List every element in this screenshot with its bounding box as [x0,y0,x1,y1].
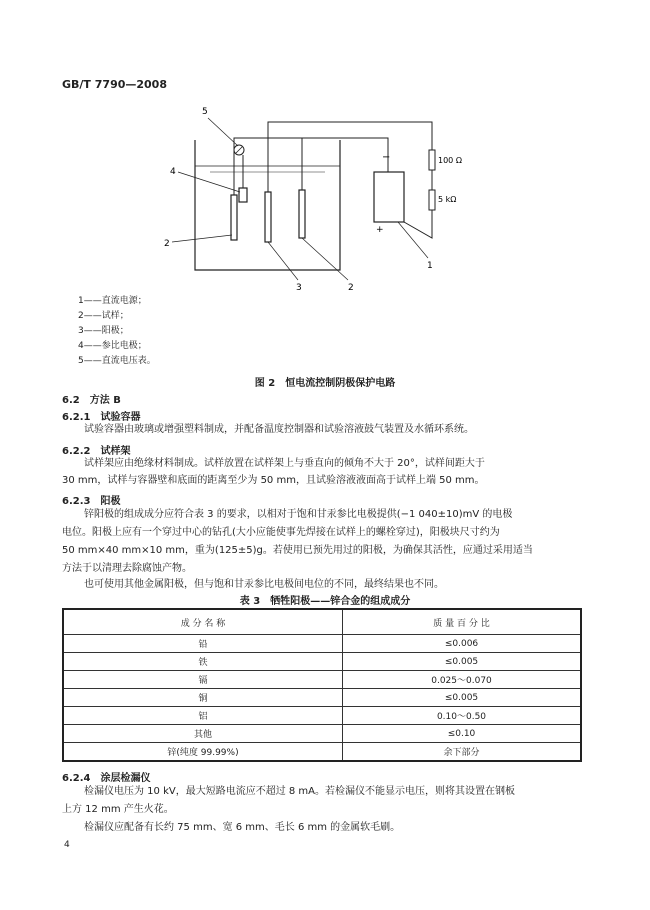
cell: 镉 [63,671,343,689]
legend-item: 1——直流电源； [78,296,147,306]
wire-anode [268,122,432,192]
label-1: 1 [427,261,433,271]
dc-power-source [374,172,404,222]
page-number: 4 [64,840,70,850]
section-6-2-3-line1: 锌阳极的组成成分应符合表 3 的要求，以相对于饱和甘汞参比电极提供(−1 040±10)mV 的电极 [84,509,513,520]
table-row [63,725,581,743]
section-6-2-3-line4: 方法于以清理去除腐蚀产物。 [62,563,192,574]
resistor-5k-label: 5 kΩ [438,195,457,204]
cell: 铝 [63,707,343,725]
section-6-2-2-line1: 试样架应由绝缘材料制成。试样放置在试样架上与垂直向的倾角不大于 20°，试样间距大于 [84,458,485,469]
table-row [63,743,581,762]
section-6-2-2-line2: 30 mm，试样与容器壁和底面的距离至少为 50 mm，且试验溶液液面高于试样上端 50 mm。 [62,475,485,486]
label-2-right: 2 [348,283,354,293]
header-mass-percent: 质 量 百 分 比 [343,609,582,635]
cell: ≤0.005 [343,653,582,671]
standard-header: GB/T 7790—2008 [62,78,167,91]
legend-item: 5——直流电压表。 [78,356,156,366]
cell: 0.10～0.50 [343,707,582,725]
minus-sign: − [382,152,391,163]
section-6-2-4-line3: 检漏仪应配备有长约 75 mm、宽 6 mm、毛长 6 mm 的金属软毛刷。 [84,822,401,833]
table-caption: 表 3 牺牲阳极——锌合金的组成成分 [239,596,411,607]
section-6-2-3-title: 6.2.3 阳极 [62,496,121,507]
legend-item: 2——试样； [78,311,129,321]
section-6-2-3-line3: 50 mm×40 mm×10 mm，重为(125±5)g。若使用已预先用过的阳极，为确保其活性，应通过采用适当 [62,545,533,556]
plus-sign: + [376,225,384,235]
label-3: 3 [296,283,302,293]
section-6-2-4-title: 6.2.4 涂层检漏仪 [62,773,151,784]
wire-specimen [234,138,391,195]
figure-caption: 图 2 恒电流控制阴极保护电路 [254,378,396,389]
cell: ≤0.006 [343,635,582,653]
specimen-right [299,190,305,238]
table-row [63,689,581,707]
resistor-100-label: 100 Ω [438,156,462,165]
legend-item: 4——参比电极； [78,341,147,351]
resistor-5k [429,190,435,210]
cell: ≤0.005 [343,689,582,707]
cell: ≤0.10 [343,725,582,743]
table-row [63,653,581,671]
section-6-2-title: 6.2 方法 B [62,395,121,406]
cell: 铅 [63,635,343,653]
label-4: 4 [170,167,176,177]
resistor-100 [429,150,435,170]
figure-legend [78,294,156,369]
cell: 铁 [63,653,343,671]
section-6-2-3-line5: 也可使用其他金属阳极，但与饱和甘汞参比电极间电位的不同，最终结果也不同。 [84,579,444,590]
composition-table [62,608,582,762]
table-row [63,635,581,653]
legend-item: 3——阳极； [78,326,129,336]
specimen-left [231,195,237,240]
section-6-2-2-title: 6.2.2 试样架 [62,446,131,457]
table-header-row [63,609,581,635]
cell: 其他 [63,725,343,743]
table-row [63,671,581,689]
section-6-2-3-line2: 电位。阳极上应有一个穿过中心的钻孔(大小应能使事先焊接在试样上的螺栓穿过)，阳极块尺寸约为 [62,527,500,538]
cell: 余下部分 [343,743,582,762]
section-6-2-4-line1: 检漏仪电压为 10 kV，最大短路电流应不超过 8 mA。若检漏仪不能显示电压，则将其设置在钢板 [84,786,516,797]
reference-electrode [239,188,247,202]
label-5: 5 [202,107,208,117]
cell: 锌(纯度 99.99%) [63,743,343,762]
cell: 0.025～0.070 [343,671,582,689]
label-2-left: 2 [164,239,170,249]
section-6-2-1-title: 6.2.1 试验容器 [62,412,141,423]
circuit-diagram [150,100,470,295]
anode [265,192,271,242]
header-component: 成 分 名 称 [63,609,343,635]
cell: 铜 [63,689,343,707]
section-6-2-4-line2: 上方 12 mm 产生火花。 [62,804,174,815]
table-row [63,707,581,725]
section-6-2-1-text: 试验容器由玻璃或增强塑料制成，并配备温度控制器和试验溶液鼓气装置及水循环系统。 [84,424,474,435]
